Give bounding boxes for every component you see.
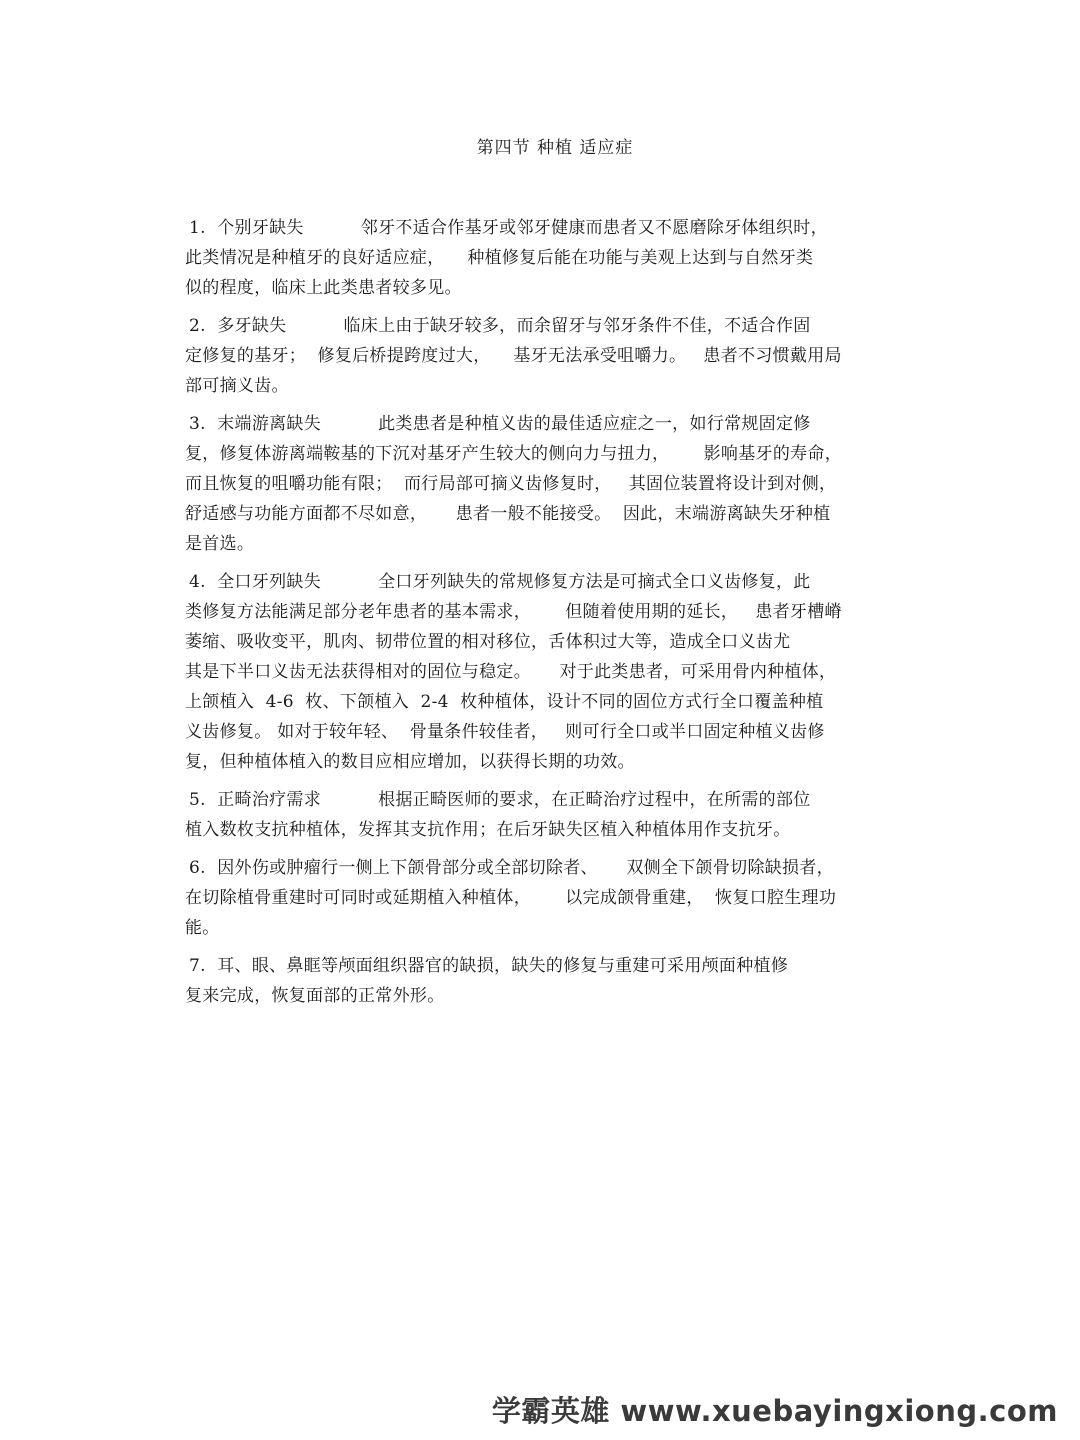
text-line: 舒适感与功能方面都不尽如意， 患者一般不能接受。 因此，末端游离缺失牙种植: [185, 504, 831, 524]
text-line: 5. 正畸治疗需求 根据正畸医师的要求，在正畸治疗过程中，在所需的部位: [189, 790, 811, 810]
text-line: 3. 末端游离缺失 此类患者是种植义齿的最佳适应症之一，如行常规固定修: [189, 414, 811, 434]
section-5: [185, 785, 895, 845]
watermark: 学霸英雄 www.xuebayingxiong.com: [491, 1394, 1058, 1428]
text-line: 6. 因外伤或肿瘤行一侧上下颌骨部分或全部切除者、 双侧全下颌骨切除缺损者，: [189, 858, 834, 878]
text-line: 植入数枚支抗种植体，发挥其支抗作用；在后牙缺失区植入种植体用作支抗牙。: [185, 820, 791, 840]
text-line: 而且恢复的咀嚼功能有限； 而行局部可摘义齿修复时， 其固位装置将设计到对侧，: [185, 474, 837, 494]
text-line: 7. 耳、眼、鼻眶等颅面组织器官的缺损，缺失的修复与重建可采用颅面种植修: [189, 956, 789, 976]
text-line: 4. 全口牙列缺失 全口牙列缺失的常规修复方法是可摘式全口义齿修复，此: [189, 572, 811, 592]
text-line: 部可摘义齿。: [185, 376, 289, 396]
section-6: [185, 853, 895, 943]
text-line: 复来完成，恢复面部的正常外形。: [185, 986, 445, 1006]
text-line: 类修复方法能满足部分老年患者的基本需求， 但随着使用期的延长， 患者牙槽嵴: [185, 602, 842, 622]
document-body: [185, 213, 895, 1011]
text-line: 2. 多牙缺失 临床上由于缺牙较多，而余留牙与邻牙条件不佳，不适合作固: [189, 316, 811, 336]
section-1: [185, 213, 895, 303]
text-line: 萎缩、吸收变平，肌肉、韧带位置的相对移位，舌体积过大等，造成全口义齿尤: [185, 632, 791, 652]
text-line: 能。: [185, 918, 220, 938]
text-line: 1. 个别牙缺失 邻牙不适合作基牙或邻牙健康而患者又不愿磨除牙体组织时，: [189, 218, 828, 238]
text-line: 上颌植入 4-6 枚、下颌植入 2-4 枚种植体，设计不同的固位方式行全口覆盖种植: [185, 692, 824, 712]
section-2: [185, 311, 895, 401]
page-title: 第四节 种植 适应症: [476, 138, 634, 158]
section-3: [185, 409, 895, 559]
text-line: 其是下半口义齿无法获得相对的固位与稳定。 对于此类患者，可采用骨内种植体，: [185, 662, 837, 682]
text-line: 复，修复体游离端鞍基的下沉对基牙产生较大的侧向力与扭力， 影响基牙的寿命，: [185, 444, 843, 464]
text-line: 定修复的基牙； 修复后桥提跨度过大， 基牙无法承受咀嚼力。 患者不习惯戴用局: [185, 346, 842, 366]
text-line: 义齿修复。 如对于较年轻、 骨量条件较佳者， 则可行全口或半口固定种植义齿修: [185, 722, 825, 742]
text-line: 此类情况是种植牙的良好适应症， 种植修复后能在功能与美观上达到与自然牙类: [185, 248, 814, 268]
text-line: 是首选。: [185, 534, 255, 554]
section-4: [185, 567, 895, 777]
section-7: [185, 951, 895, 1011]
text-line: 复，但种植体植入的数目应相应增加，以获得长期的功效。: [185, 752, 635, 772]
text-line: 在切除植骨重建时可同时或延期植入种植体， 以完成颌骨重建， 恢复口腔生理功: [185, 888, 837, 908]
text-line: 似的程度，临床上此类患者较多见。: [185, 278, 462, 298]
